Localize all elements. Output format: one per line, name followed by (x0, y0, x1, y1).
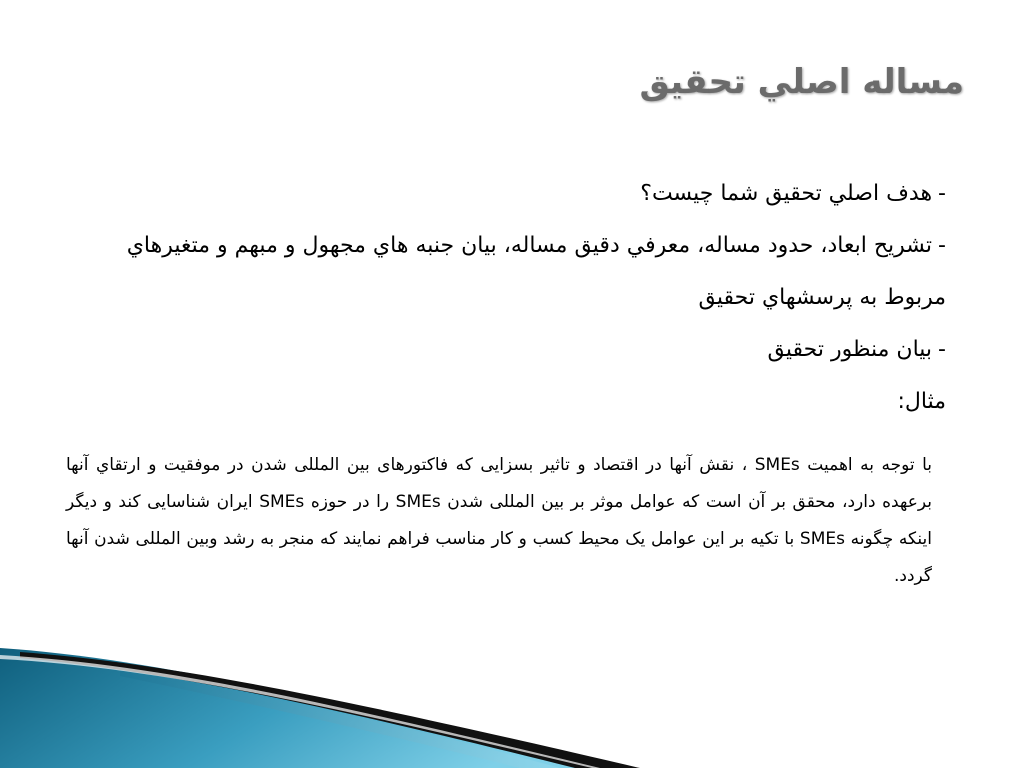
bullet-dash: - (938, 337, 946, 362)
bullet-text: تشريح ابعاد، حدود مساله، معرفي دقيق مساله، بيان جنبه هاي مجهول و مبهم و متغيرهاي مربوط به پرسشهاي تحقيق (126, 233, 946, 310)
bullet-dash: - (938, 181, 946, 206)
wave-teal-shape (0, 648, 620, 768)
wave-black-band (20, 652, 640, 768)
example-label: مثال: (897, 389, 946, 414)
wave-light-stripe (120, 670, 560, 768)
bullet-text: بيان منظور تحقيق (767, 337, 933, 362)
slide-title: مساله اصلي تحقيق (639, 62, 964, 102)
wave-white-line (0, 655, 600, 768)
example-paragraph: با توجه به اهمیت SMEs ، نقش آنها در اقتصاد و تاثیر بسزایی که فاکتورهای بین المللی شدن در موفقیت و ارتقاي آنها برعهده دارد، محقق بر آن است که عوامل موثر بر بین المللی شدن SMEs را در حوزه SMEs ایران شناسایی کند و دیگر اینکه چگونه SMEs با تکیه بر این عوامل یک محیط کسب و کار مناسب فراهم نمایند که منجر به رشد وبین المللی شدن آنها گردد. (66, 455, 933, 586)
bullet-text: هدف اصلي تحقيق شما چيست؟ (640, 181, 933, 206)
bullet-dash: - (938, 233, 946, 258)
bullet-list (86, 168, 946, 428)
bullet-item-research-goal (86, 168, 946, 220)
bullet-item-research-purpose (86, 324, 946, 376)
bullet-item-problem-description (86, 220, 946, 324)
